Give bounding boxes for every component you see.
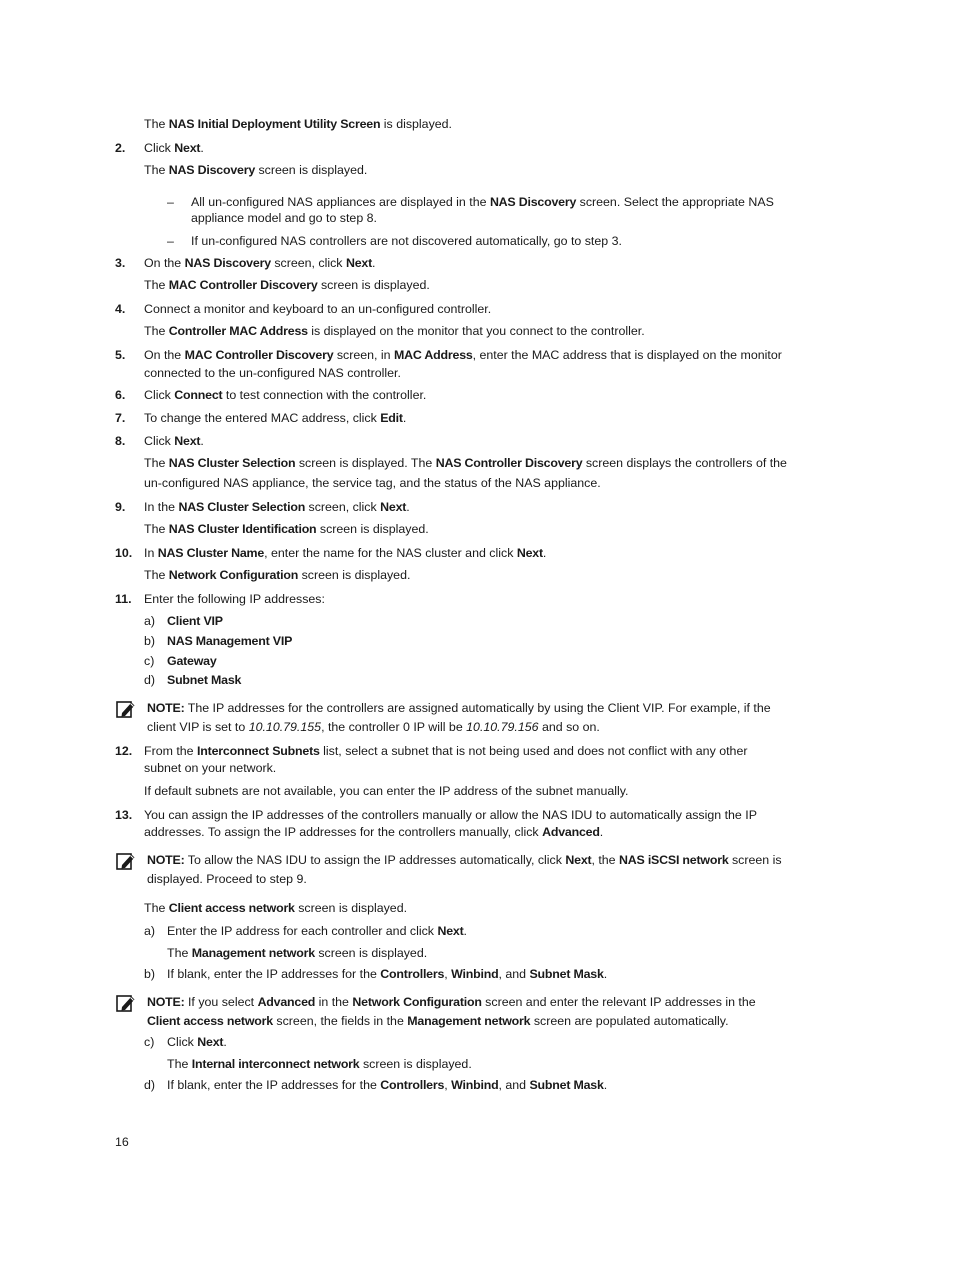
text-line-d1b xyxy=(191,210,377,227)
bold-term: NAS Discovery xyxy=(489,195,577,209)
text-run: screen is displayed. xyxy=(314,946,428,960)
bold-term: Next xyxy=(197,1035,224,1049)
text-line-d2 xyxy=(191,233,622,250)
text-line-d13 xyxy=(167,1077,607,1094)
text-run: If default subnets are not available, you can enter the IP address of the subnet manually. xyxy=(144,784,629,798)
text-run: screen is displayed. xyxy=(316,522,429,536)
bold-term: Subnet Mask xyxy=(529,1078,604,1092)
bold-term: NAS iSCSI network xyxy=(619,853,729,867)
text-run: . xyxy=(402,411,407,425)
bold-term: NOTE: xyxy=(147,853,185,867)
text-line-l8a xyxy=(144,455,787,472)
text-line-l10 xyxy=(144,567,410,584)
text-run: addresses. To assign the IP addresses for the controllers manually, click xyxy=(144,825,543,839)
text-run: appliance model and go to step 8. xyxy=(191,211,377,225)
bold-term: NOTE: xyxy=(147,995,185,1009)
substep-letter: b) xyxy=(144,634,156,648)
text-run: list, select a subnet that is not being used and does not conflict with any other xyxy=(319,744,748,758)
text-run: Click xyxy=(144,434,175,448)
text-run: The xyxy=(144,901,169,915)
bold-term: Client access network xyxy=(168,901,295,915)
text-run: All un-configured NAS appliances are displayed in the xyxy=(191,195,490,209)
text-run: The xyxy=(144,456,169,470)
bold-term: NAS Initial Deployment Utility Screen xyxy=(168,117,381,131)
bold-term: Internal interconnect network xyxy=(191,1057,360,1071)
text-run: From the xyxy=(144,744,198,758)
bold-term: NAS Discovery xyxy=(168,163,256,177)
text-run: The IP addresses for the controllers are assigned automatically by using the Client VIP. For example, if the xyxy=(184,701,771,715)
bold-term: Client VIP xyxy=(167,614,223,628)
text-line-note3a xyxy=(147,994,756,1011)
bold-term: Controllers xyxy=(380,967,445,981)
text-line-n11 xyxy=(144,591,325,608)
bold-term: Next xyxy=(437,924,464,938)
note-pencil-icon xyxy=(116,851,136,871)
text-run: On the xyxy=(144,348,185,362)
bold-term: Advanced xyxy=(542,825,600,839)
text-run: , the xyxy=(591,853,620,867)
text-run: screen, the fields in the xyxy=(272,1014,408,1028)
text-run: Click xyxy=(144,388,175,402)
text-run: screen displays the controllers of the xyxy=(582,456,787,470)
bold-term: Next xyxy=(174,141,201,155)
bold-term: Subnet Mask xyxy=(167,673,242,687)
text-run: . xyxy=(200,434,204,448)
text-run: is displayed. xyxy=(380,117,452,131)
step-number: 12. xyxy=(115,744,133,758)
text-line-c13 xyxy=(167,1034,227,1051)
note-pencil-icon xyxy=(116,993,136,1013)
bold-term: NAS Management VIP xyxy=(167,634,293,648)
text-line-n12b xyxy=(144,760,276,777)
text-run: The xyxy=(144,163,169,177)
text-run: screen and enter the relevant IP addresses in the xyxy=(481,995,756,1009)
text-run: displayed. Proceed to step 9. xyxy=(147,872,307,886)
text-line-n6 xyxy=(144,387,426,404)
bold-term: MAC Controller Discovery xyxy=(184,348,334,362)
text-run: screen is displayed. xyxy=(255,163,368,177)
bold-term: Next xyxy=(565,853,592,867)
text-run: The xyxy=(144,278,169,292)
text-line-n10 xyxy=(144,545,546,562)
italic-value: 10.10.79.156 xyxy=(466,720,539,734)
text-line-note2b xyxy=(147,871,307,888)
text-run: Connect a monitor and keyboard to an un-configured controller. xyxy=(144,302,492,316)
text-run: to test connection with the controller. xyxy=(222,388,427,402)
text-run: In xyxy=(144,546,158,560)
bold-term: NAS Cluster Selection xyxy=(178,500,306,514)
text-line-l9 xyxy=(144,521,429,538)
bold-term: Winbind xyxy=(451,1078,499,1092)
text-run: On the xyxy=(144,256,185,270)
substep-letter: b) xyxy=(144,967,156,981)
bold-term: Network Configuration xyxy=(168,568,299,582)
bold-term: Management network xyxy=(191,946,315,960)
text-run: , and xyxy=(498,1078,530,1092)
text-line-l2 xyxy=(144,162,367,179)
bold-term: NAS Controller Discovery xyxy=(435,456,583,470)
text-run: screen are populated automatically. xyxy=(530,1014,729,1028)
text-line-note3b xyxy=(147,1013,729,1030)
bold-term: Controller MAC Address xyxy=(168,324,308,338)
text-run: . xyxy=(599,825,604,839)
text-run: screen is displayed. xyxy=(317,278,430,292)
substep-letter: c) xyxy=(144,1035,155,1049)
text-run: In the xyxy=(144,500,179,514)
text-run: . xyxy=(223,1035,227,1049)
text-line-n13a xyxy=(144,807,757,824)
substep-letter: d) xyxy=(144,1078,156,1092)
bold-term: Next xyxy=(516,546,543,560)
step-number: 8. xyxy=(115,434,126,448)
text-run: Click xyxy=(167,1035,198,1049)
text-run: To allow the NAS IDU to assign the IP addresses automatically, click xyxy=(184,853,566,867)
text-run: screen is displayed. xyxy=(294,901,408,915)
text-line-note1a xyxy=(147,700,771,717)
text-run: . xyxy=(463,924,467,938)
text-line-l1 xyxy=(144,116,452,133)
step-number: 5. xyxy=(115,348,126,362)
text-run: is displayed on the monitor that you connect to the controller. xyxy=(307,324,645,338)
text-run: The xyxy=(144,117,169,131)
text-line-note1b xyxy=(147,719,600,736)
bold-term: Next xyxy=(174,434,201,448)
bold-term: Management network xyxy=(407,1014,531,1028)
text-run: If blank, enter the IP addresses for the xyxy=(167,1078,381,1092)
step-number: 10. xyxy=(115,546,133,560)
text-run: The xyxy=(167,1057,192,1071)
text-run: Enter the following IP addresses: xyxy=(144,592,325,606)
text-run: . xyxy=(200,141,204,155)
text-run: subnet on your network. xyxy=(144,761,277,775)
substep-letter: a) xyxy=(144,614,156,628)
text-run: screen, in xyxy=(333,348,394,362)
text-run: You can assign the IP addresses of the controllers manually or allow the NAS IDU to automatically assign the IP xyxy=(144,808,757,822)
text-run: The xyxy=(167,946,192,960)
text-run: To change the entered MAC address, click xyxy=(144,411,381,425)
text-line-d1a xyxy=(191,194,774,211)
text-run: , the controller 0 IP will be xyxy=(321,720,467,734)
text-run: screen. Select the appropriate NAS xyxy=(576,195,774,209)
step-number: 3. xyxy=(115,256,126,270)
text-run: The xyxy=(144,568,169,582)
bold-term: Gateway xyxy=(167,654,217,668)
bold-term: Subnet Mask xyxy=(529,967,604,981)
text-run: and so on. xyxy=(538,720,600,734)
text-run: , enter the MAC address that is displayed on the monitor xyxy=(472,348,782,362)
text-run: , enter the name for the NAS cluster and click xyxy=(264,546,517,560)
text-run: screen is displayed. The xyxy=(295,456,436,470)
text-line-n7 xyxy=(144,410,406,427)
text-run: . xyxy=(542,546,547,560)
bold-term: MAC Controller Discovery xyxy=(168,278,318,292)
text-line-l13 xyxy=(144,900,407,917)
note-pencil-icon xyxy=(116,699,136,719)
bold-term: Next xyxy=(345,256,373,270)
text-line-n9 xyxy=(144,499,410,516)
step-number: 6. xyxy=(115,388,126,402)
text-run: The xyxy=(144,324,169,338)
text-run: in the xyxy=(315,995,353,1009)
text-line-n2 xyxy=(144,140,204,157)
bold-term: MAC Address xyxy=(394,348,473,362)
text-line-l3 xyxy=(144,277,430,294)
bold-term: NOTE: xyxy=(147,701,185,715)
text-line-n4 xyxy=(144,301,491,318)
step-number: 2. xyxy=(115,141,126,155)
text-run: screen is displayed. xyxy=(298,568,411,582)
text-run: client VIP is set to xyxy=(147,720,249,734)
step-number: 11. xyxy=(115,592,132,606)
substep-letter: c) xyxy=(144,654,155,668)
text-line-b13 xyxy=(167,966,607,983)
bold-term: Next xyxy=(380,500,407,514)
bold-term: NAS Cluster Name xyxy=(157,546,265,560)
bold-term: NAS Cluster Selection xyxy=(168,456,296,470)
bullet-dash: – xyxy=(167,195,174,209)
bold-term: Connect xyxy=(174,388,223,402)
text-line-n13b xyxy=(144,824,603,841)
text-run: , xyxy=(444,967,452,981)
text-line-c11 xyxy=(167,653,217,670)
text-run: . xyxy=(603,967,608,981)
text-line-note2a xyxy=(147,852,782,869)
bold-term: NAS Cluster Identification xyxy=(168,522,317,536)
substep-letter: a) xyxy=(144,924,156,938)
text-run: screen is displayed. xyxy=(359,1057,472,1071)
bold-term: Edit xyxy=(380,411,403,425)
text-line-b11 xyxy=(167,633,292,650)
text-run: screen is xyxy=(728,853,782,867)
text-line-l8b xyxy=(144,475,601,492)
bold-term: Interconnect Subnets xyxy=(197,744,320,758)
text-run: . xyxy=(603,1078,608,1092)
step-number: 9. xyxy=(115,500,126,514)
text-run: The xyxy=(144,522,169,536)
text-line-a13l xyxy=(167,945,427,962)
text-run: Enter the IP address for each controller and click xyxy=(167,924,438,938)
text-line-n5a xyxy=(144,347,782,364)
text-run: connected to the un-configured NAS controller. xyxy=(144,366,401,380)
step-number: 7. xyxy=(115,411,126,425)
substep-letter: d) xyxy=(144,673,156,687)
text-run: un-configured NAS appliance, the service tag, and the status of the NAS appliance. xyxy=(144,476,601,490)
text-line-c13l xyxy=(167,1056,472,1073)
italic-value: 10.10.79.155 xyxy=(248,720,322,734)
text-run: , xyxy=(444,1078,452,1092)
text-run: If un-configured NAS controllers are not discovered automatically, go to step 3. xyxy=(191,234,622,248)
text-line-n5b xyxy=(144,365,401,382)
bold-term: NAS Discovery xyxy=(184,256,271,270)
text-run: If blank, enter the IP addresses for the xyxy=(167,967,381,981)
text-run: , and xyxy=(498,967,530,981)
step-number: 4. xyxy=(115,302,126,316)
bold-term: Network Configuration xyxy=(352,995,482,1009)
step-number: 13. xyxy=(115,808,133,822)
text-line-n8 xyxy=(144,433,204,450)
text-line-d11 xyxy=(167,672,241,689)
text-run: . xyxy=(406,500,410,514)
bullet-dash: – xyxy=(167,234,174,248)
page-number: 16 xyxy=(115,1135,129,1149)
bold-term: Advanced xyxy=(257,995,316,1009)
text-line-n3 xyxy=(144,255,375,272)
text-line-a11 xyxy=(167,613,223,630)
bold-term: Controllers xyxy=(380,1078,445,1092)
text-run: . xyxy=(372,256,376,270)
text-line-l4 xyxy=(144,323,645,340)
text-run: screen, click xyxy=(305,500,381,514)
bold-term: Client access network xyxy=(147,1014,273,1028)
text-line-n12a xyxy=(144,743,747,760)
text-line-l12 xyxy=(144,783,628,800)
text-run: Click xyxy=(144,141,175,155)
text-line-a13 xyxy=(167,923,467,940)
bold-term: Winbind xyxy=(451,967,499,981)
text-run: If you select xyxy=(184,995,258,1009)
text-run: screen, click xyxy=(270,256,346,270)
